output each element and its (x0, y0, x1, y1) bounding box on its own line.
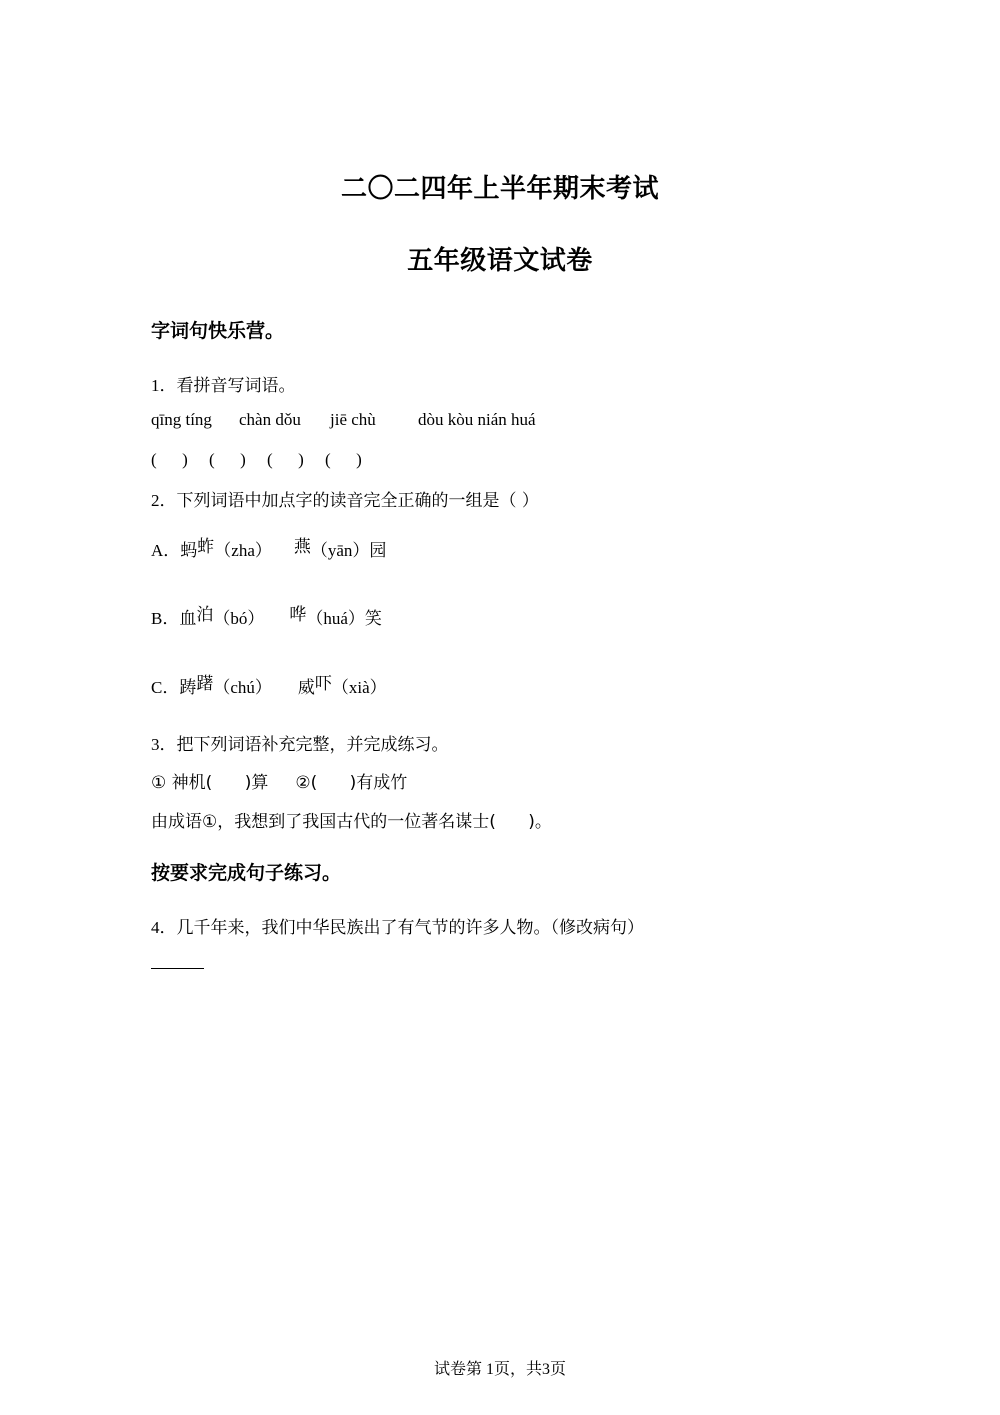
option-char: 蚂 (180, 541, 198, 561)
pinyin-item: jiē chù (330, 410, 376, 429)
option-c[interactable] (151, 673, 387, 698)
answer-blank[interactable]: ( ) (209, 450, 246, 469)
option-char: 园 (369, 541, 387, 561)
option-pinyin: （chú） (213, 678, 272, 697)
dotted-char: 泊 (196, 605, 214, 625)
answer-blank[interactable]: ( ) (267, 450, 304, 469)
option-label: A． (151, 541, 181, 560)
answer-line[interactable] (151, 968, 204, 969)
option-pinyin: （xià） (331, 678, 387, 697)
question-2 (151, 486, 539, 511)
question-number: 1． (151, 376, 177, 395)
question-number: 2． (151, 491, 177, 510)
option-char: 威 (297, 678, 315, 698)
exam-title: 二〇二四年上半年期末考试 (340, 174, 659, 204)
question-text: 下列词语中加点字的读音完全正确的一组是（ ） (176, 491, 539, 511)
option-pinyin: （zha） (214, 541, 272, 560)
option-b[interactable] (151, 604, 382, 629)
option-pinyin: （bó） (213, 609, 265, 628)
question-number: 4． (151, 918, 177, 937)
question-text: 几千年来，我们中华民族出了有气节的许多人物。（修改病句） (176, 918, 644, 938)
option-label: B． (151, 609, 180, 628)
option-char: 笑 (364, 609, 382, 629)
question-text: 把下列词语补充完整，并完成练习。 (176, 735, 449, 755)
pinyin-item: dòu kòu nián huá (418, 410, 536, 429)
option-label: C． (151, 678, 180, 697)
question-number: 3． (151, 735, 177, 754)
blank-row (151, 450, 362, 470)
dotted-char: 哗 (289, 605, 307, 625)
option-a[interactable] (151, 536, 386, 561)
idiom-question-line: 由成语①，我想到了我国古代的一位著名谋士( )。 (151, 812, 552, 832)
pinyin-row (151, 410, 536, 430)
section-heading-1: 字词句快乐营。 (151, 320, 285, 342)
option-char: 血 (179, 609, 197, 629)
pinyin-item: qīng tíng (151, 410, 212, 429)
exam-subtitle: 五年级语文试卷 (407, 246, 593, 276)
pinyin-item: chàn dǒu (239, 410, 301, 429)
question-1 (151, 371, 296, 396)
dotted-char: 蚱 (197, 537, 215, 557)
option-pinyin: （yān） (310, 541, 370, 560)
section-heading-2: 按要求完成句子练习。 (151, 862, 342, 884)
question-4 (151, 913, 644, 938)
dotted-char: 吓 (314, 674, 332, 694)
answer-blank[interactable]: ( ) (151, 450, 188, 469)
question-3 (151, 730, 449, 755)
dotted-char: 躇 (196, 674, 214, 694)
question-text: 看拼音写词语。 (176, 376, 296, 396)
option-char: 踌 (179, 678, 197, 698)
answer-blank[interactable]: ( ) (325, 450, 362, 469)
option-pinyin: （huá） (306, 609, 365, 628)
idiom-line: ① 神机( )算 ②( )有成竹 (151, 773, 408, 793)
page-footer: 试卷第 1页，共3页 (433, 1361, 566, 1378)
dotted-char: 燕 (293, 537, 311, 557)
